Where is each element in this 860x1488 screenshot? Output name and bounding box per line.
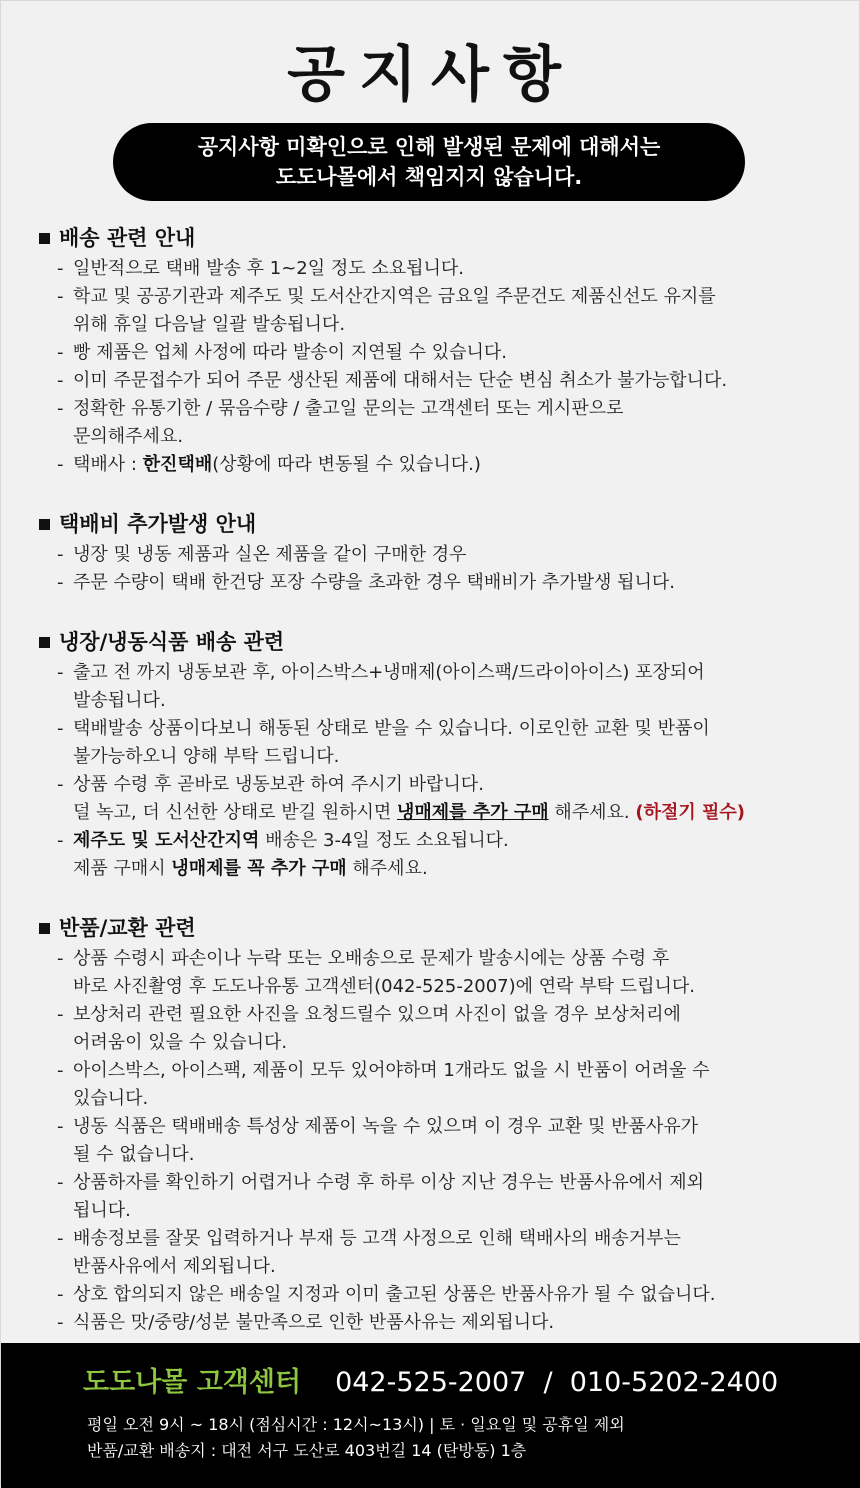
dash-icon: - bbox=[57, 774, 64, 795]
square-bullet-icon bbox=[39, 233, 50, 244]
item-list bbox=[57, 659, 839, 883]
heading-text: 배송 관련 안내 bbox=[59, 226, 196, 250]
dash-icon: - bbox=[57, 830, 64, 851]
return-address: 반품/교환 배송지 : 대전 서구 도산로 403번길 14 (탄방동) 1층 bbox=[87, 1441, 527, 1460]
list-item: - 일반적으로 택배 발송 후 1~2일 정도 소요됩니다. bbox=[57, 255, 839, 283]
list-item: - 출고 전 까지 냉동보관 후, 아이스박스+냉매제(아이스팩/드라이아이스) 포장되어 발송됩니다. bbox=[57, 659, 839, 715]
dash-icon: - bbox=[57, 572, 64, 593]
list-item: - 주문 수량이 택배 한건당 포장 수량을 초과한 경우 택배비가 추가발생 됩니다. bbox=[57, 569, 839, 597]
section-returns bbox=[39, 913, 839, 1337]
list-item: - 정확한 유통기한 / 묶음수량 / 출고일 문의는 고객센터 또는 게시판으로 문의해주세요. bbox=[57, 395, 839, 451]
dash-icon: - bbox=[57, 1116, 64, 1137]
list-item: - 학교 및 공공기관과 제주도 및 도서산간지역은 금요일 주문건도 제품신선도 유지를 위해 휴일 다음날 일괄 발송됩니다. bbox=[57, 283, 839, 339]
dash-icon: - bbox=[57, 1004, 64, 1025]
square-bullet-icon bbox=[39, 519, 50, 530]
section-heading bbox=[39, 913, 839, 943]
page-title: 공지사항 bbox=[287, 40, 575, 110]
heading-text: 택배비 추가발생 안내 bbox=[59, 512, 257, 536]
list-item: - 냉장 및 냉동 제품과 실온 제품을 같이 구매한 경우 bbox=[57, 541, 839, 569]
list-item: - 아이스박스, 아이스팩, 제품이 모두 있어야하며 1개라도 없을 시 반품이 어려울 수 있습니다. bbox=[57, 1057, 839, 1113]
dash-icon: - bbox=[57, 1060, 64, 1081]
list-item: - 식품은 맛/중량/성분 불만족으로 인한 반품사유는 제외됩니다. bbox=[57, 1309, 839, 1337]
list-item: - 택배사 : 한진택배(상황에 따라 변동될 수 있습니다.) bbox=[57, 451, 839, 479]
square-bullet-icon bbox=[39, 923, 50, 934]
business-hours: 평일 오전 9시 ~ 18시 (점심시간 : 12시~13시) | 토 · 일요일 및 공휴일 제외 bbox=[87, 1415, 625, 1434]
item-list bbox=[57, 541, 839, 597]
section-heading bbox=[39, 223, 839, 253]
item-list bbox=[57, 255, 839, 479]
banner-line-2: 도도나몰에서 책임지지 않습니다. bbox=[275, 165, 583, 189]
square-bullet-icon bbox=[39, 637, 50, 648]
heading-text: 반품/교환 관련 bbox=[59, 916, 196, 940]
coolant-emphasis: 냉매제를 추가 구매 bbox=[396, 802, 549, 823]
list-item: - 상품 수령 후 곧바로 냉동보관 하여 주시기 바랍니다. 덜 녹고, 더 신선한 상태로 받길 원하시면 냉매제를 추가 구매 해주세요. (하절기 필수) bbox=[57, 771, 839, 827]
item-list bbox=[57, 945, 839, 1337]
phone-numbers: 042-525-2007 / 010-5202-2400 bbox=[335, 1367, 779, 1398]
coolant-emphasis: 냉매제를 꼭 추가 구매 bbox=[171, 858, 347, 879]
dash-icon: - bbox=[57, 544, 64, 565]
dash-icon: - bbox=[57, 370, 64, 391]
section-heading bbox=[39, 627, 839, 657]
list-item: - 택배발송 상품이다보니 해동된 상태로 받을 수 있습니다. 이로인한 교환 및 반품이 불가능하오니 양해 부탁 드립니다. bbox=[57, 715, 839, 771]
dash-icon: - bbox=[57, 662, 64, 683]
list-item: - 상품 수령시 파손이나 누락 또는 오배송으로 문제가 발송시에는 상품 수령 후 바로 사진촬영 후 도도나유통 고객센터(042-525-2007)에 연락 부탁 드립니다. bbox=[57, 945, 839, 1001]
list-item: - 냉동 식품은 택배배송 특성상 제품이 녹을 수 있으며 이 경우 교환 및 반품사유가 될 수 없습니다. bbox=[57, 1113, 839, 1169]
dash-icon: - bbox=[57, 1172, 64, 1193]
dash-icon: - bbox=[57, 342, 64, 363]
section-heading bbox=[39, 509, 839, 539]
dash-icon: - bbox=[57, 286, 64, 307]
section-frozen-delivery bbox=[39, 627, 839, 883]
dash-icon: - bbox=[57, 1228, 64, 1249]
list-item: - 보상처리 관련 필요한 사진을 요청드릴수 있으며 사진이 없을 경우 보상처리에 어려움이 있을 수 있습니다. bbox=[57, 1001, 839, 1057]
dash-icon: - bbox=[57, 1284, 64, 1305]
disclaimer-banner bbox=[113, 123, 745, 201]
dash-icon: - bbox=[57, 258, 64, 279]
heading-text: 냉장/냉동식품 배송 관련 bbox=[59, 630, 285, 654]
customer-center-title: 도도나몰 고객센터 bbox=[83, 1367, 302, 1398]
dash-icon: - bbox=[57, 454, 64, 475]
dash-icon: - bbox=[57, 718, 64, 739]
section-extra-fee bbox=[39, 509, 839, 597]
region-emphasis: 제주도 및 도서산간지역 bbox=[73, 830, 260, 851]
list-item: - 상호 합의되지 않은 배송일 지정과 이미 출고된 상품은 반품사유가 될 수 없습니다. bbox=[57, 1281, 839, 1309]
dash-icon: - bbox=[57, 398, 64, 419]
customer-center-footer bbox=[1, 1343, 860, 1488]
list-item: - 이미 주문접수가 되어 주문 생산된 제품에 대해서는 단순 변심 취소가 불가능합니다. bbox=[57, 367, 839, 395]
list-item: - 배송정보를 잘못 입력하거나 부재 등 고객 사정으로 인해 택배사의 배송거부는 반품사유에서 제외됩니다. bbox=[57, 1225, 839, 1281]
section-delivery bbox=[39, 223, 839, 479]
courier-name: 한진택배 bbox=[142, 454, 213, 475]
summer-required-note: (하절기 필수) bbox=[635, 802, 746, 823]
dash-icon: - bbox=[57, 948, 64, 969]
footer-contact-row bbox=[83, 1363, 778, 1403]
list-item: - 빵 제품은 업체 사정에 따라 발송이 지연될 수 있습니다. bbox=[57, 339, 839, 367]
dash-icon: - bbox=[57, 1312, 64, 1333]
notice-sections bbox=[39, 223, 839, 1367]
banner-line-1: 공지사항 미확인으로 인해 발생된 문제에 대해서는 bbox=[197, 135, 661, 159]
list-item: - 상품하자를 확인하기 어렵거나 수령 후 하루 이상 지난 경우는 반품사유에서 제외 됩니다. bbox=[57, 1169, 839, 1225]
list-item: - 제주도 및 도서산간지역 배송은 3-4일 정도 소요됩니다. 제품 구매시 냉매제를 꼭 추가 구매 해주세요. bbox=[57, 827, 839, 883]
